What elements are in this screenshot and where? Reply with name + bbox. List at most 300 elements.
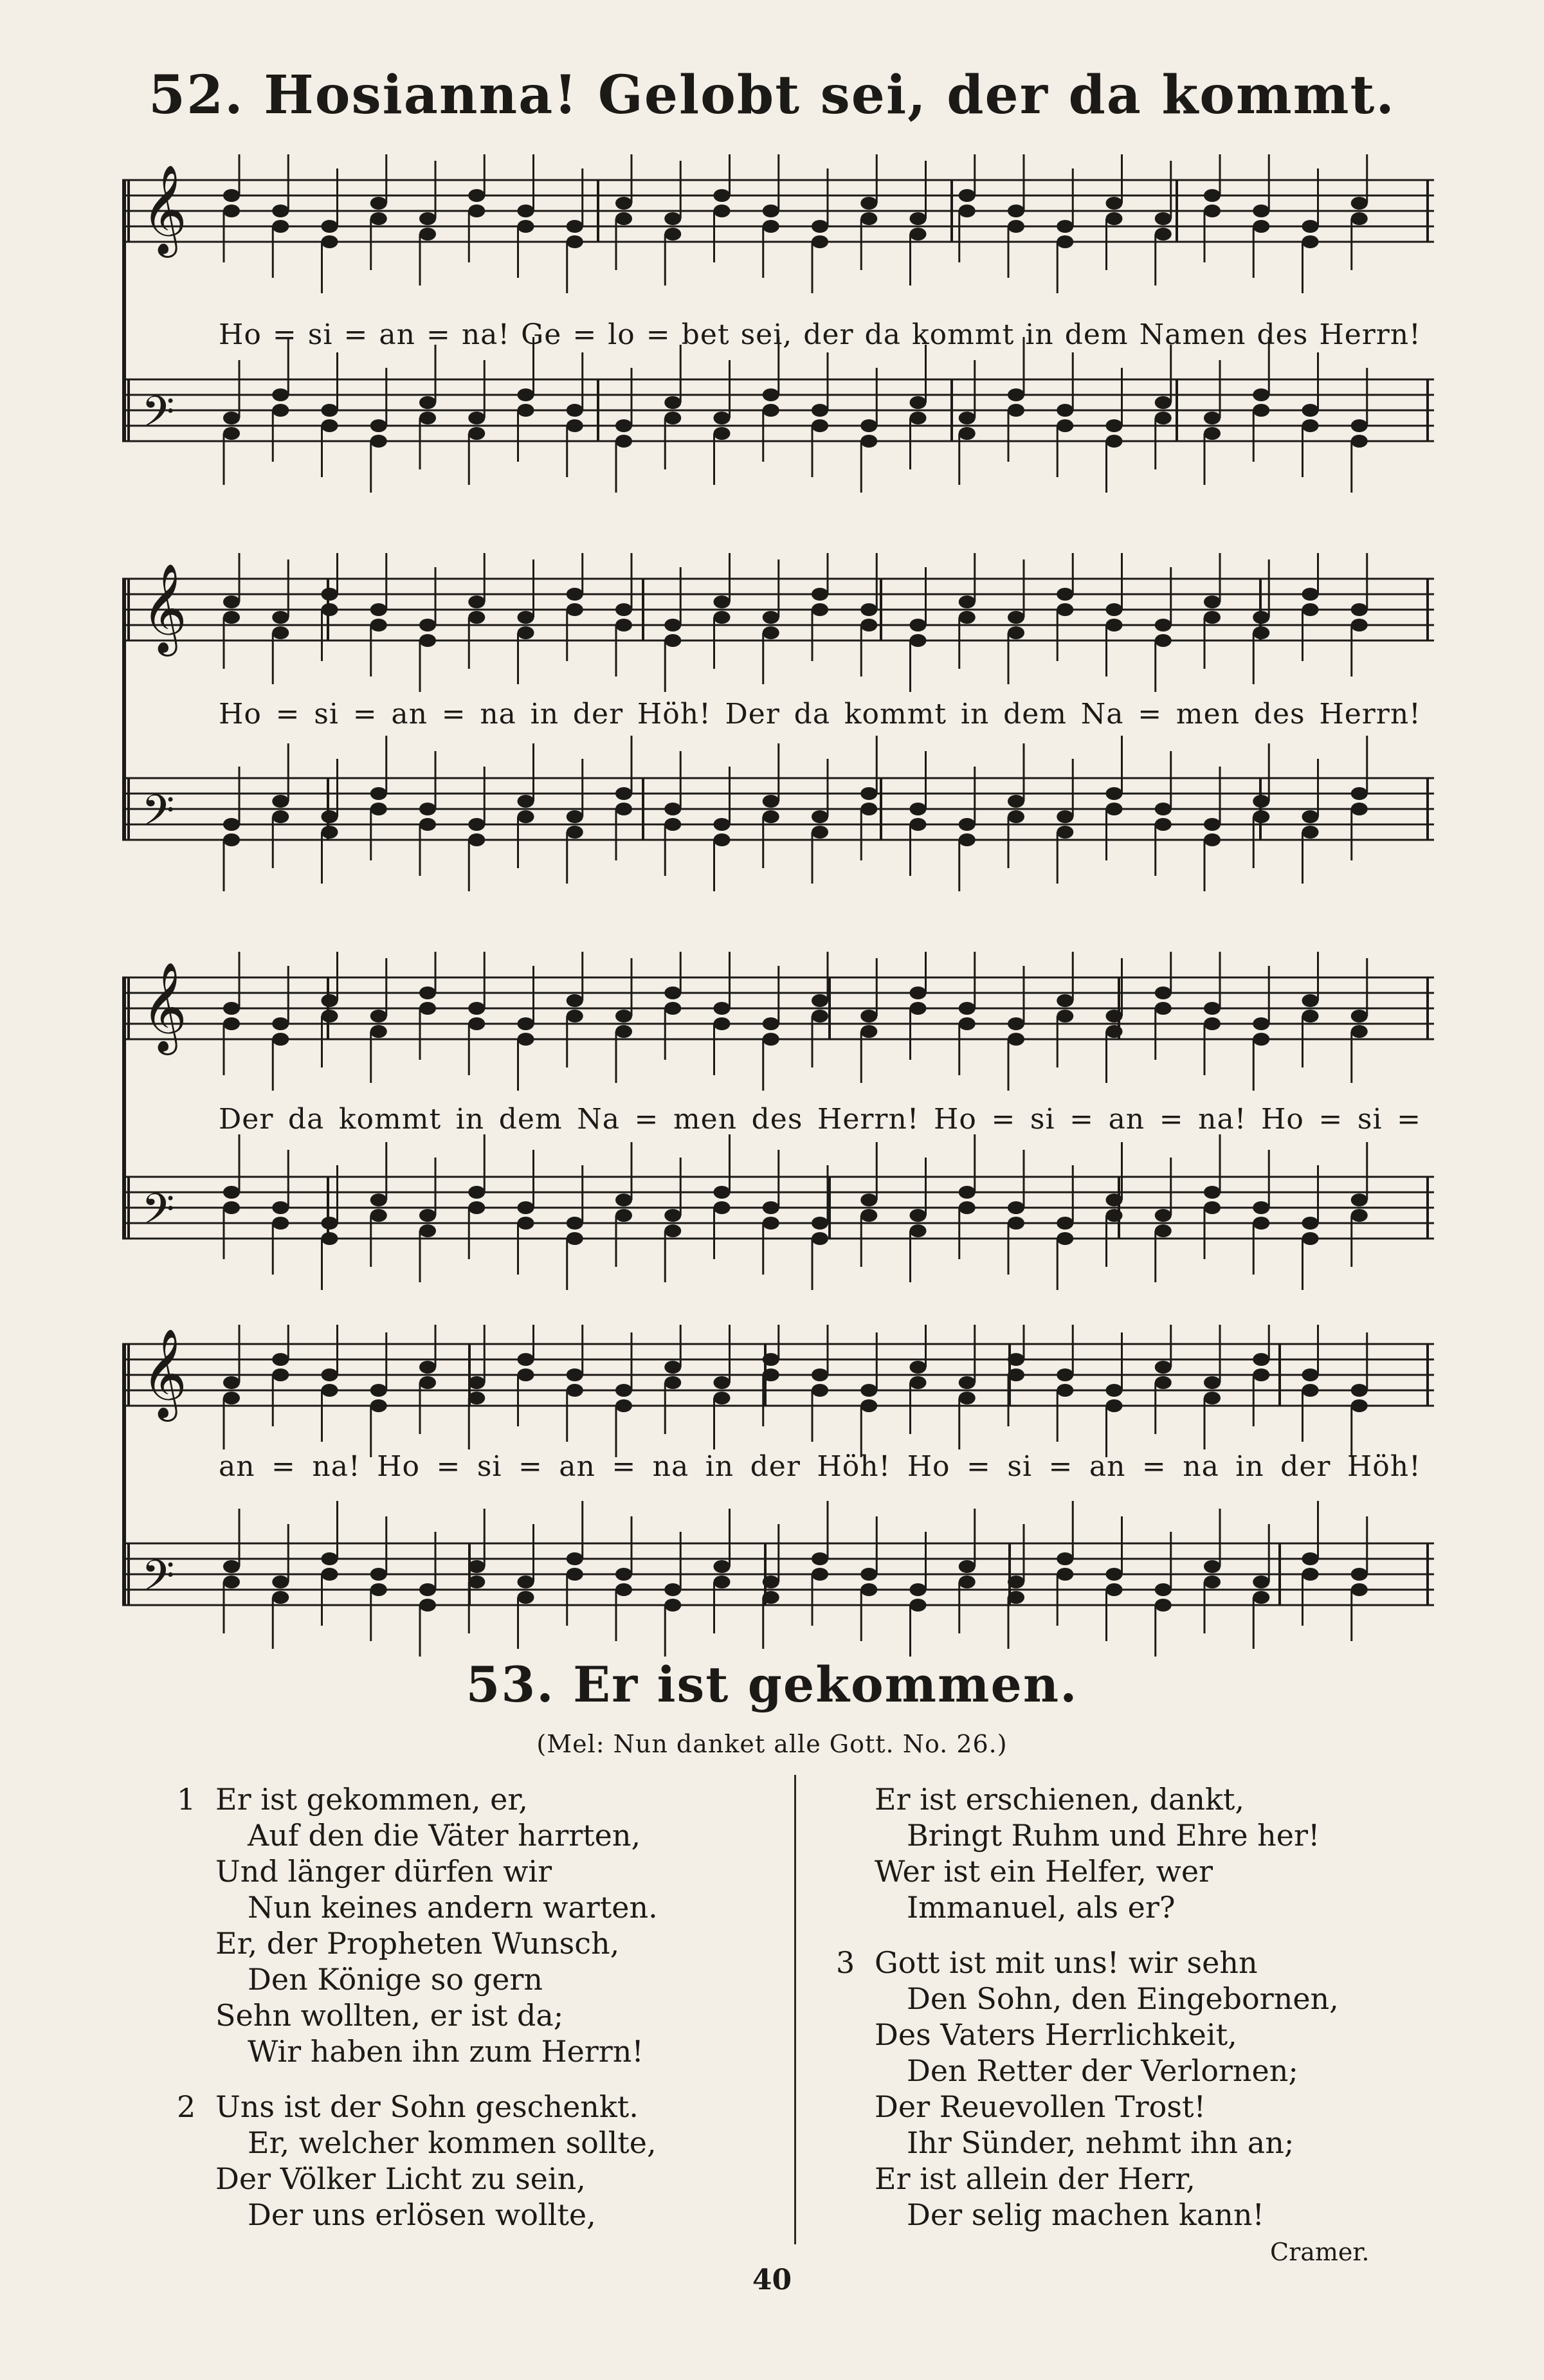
lyric-syllable: = (612, 1450, 637, 1483)
note-head (1155, 1209, 1172, 1222)
note-head (567, 404, 583, 417)
note-head (1204, 189, 1221, 202)
lyric-syllable: Ho (219, 318, 262, 351)
note-head (763, 626, 779, 639)
note-head (910, 212, 927, 225)
note-head (1253, 388, 1269, 401)
note-head (959, 1560, 976, 1573)
note-head (1106, 1399, 1123, 1412)
note-head (1057, 404, 1073, 417)
note-head (1008, 1017, 1024, 1030)
note-head (910, 986, 927, 999)
note-head (322, 220, 338, 233)
note-head (664, 1376, 681, 1389)
verse-line (177, 1781, 658, 1817)
note-head (370, 803, 387, 815)
note-head (518, 204, 534, 217)
note-head (1008, 1368, 1024, 1381)
note-head (1204, 1002, 1221, 1015)
note-head (223, 1017, 240, 1030)
note-head (1057, 235, 1073, 248)
note-head (763, 611, 779, 624)
note-head (419, 1224, 436, 1237)
note-head (468, 412, 485, 424)
verse-line (177, 2197, 658, 2233)
note-head (370, 1209, 387, 1222)
note-head (1302, 419, 1319, 432)
lyrics-line-1 (122, 318, 1440, 351)
note-head (615, 603, 632, 616)
treble-clef-icon: 𝄞 (141, 563, 187, 653)
music-system-2 (122, 553, 1440, 913)
staff-group (122, 1325, 1434, 1657)
lyric-syllable: = (343, 318, 368, 351)
note-head (664, 1583, 681, 1596)
note-head (1351, 1209, 1368, 1222)
bass-clef-icon: 𝄢 (141, 1551, 175, 1611)
note-head (518, 1017, 534, 1030)
note-head (468, 189, 485, 202)
note-head (1008, 795, 1024, 808)
note-head (1351, 435, 1368, 448)
column-divider (794, 1775, 796, 2244)
note-head (664, 1361, 681, 1374)
lyric-syllable: = (441, 698, 466, 731)
note-head (1204, 1186, 1221, 1199)
note-head (763, 1353, 779, 1366)
lyric-syllable: = (518, 1450, 543, 1483)
verse-text: Er, der Propheten Wunsch, (215, 1926, 620, 1961)
note-head (419, 1002, 436, 1015)
hymn-53-number: 53. (466, 1656, 555, 1713)
note-head (615, 197, 632, 210)
verse-line (836, 1981, 1339, 2017)
note-head (615, 1384, 632, 1397)
note-head (1351, 197, 1368, 210)
note-head (468, 595, 485, 608)
verse-line (177, 2033, 658, 2069)
note-head (615, 419, 632, 432)
music-system-1 (122, 154, 1440, 514)
note-head (567, 220, 583, 233)
note-head (860, 1209, 877, 1222)
lyric-syllable: dem (498, 1103, 563, 1136)
verse-text: Immanuel, als er? (907, 1890, 1176, 1925)
lyric-syllable: Ho (934, 1103, 977, 1136)
note-head (468, 833, 485, 846)
note-head (567, 1384, 583, 1397)
note-head (615, 1399, 632, 1412)
note-head (615, 787, 632, 800)
note-head (1351, 1568, 1368, 1581)
note-head (615, 1194, 632, 1206)
note-head (1106, 619, 1123, 631)
note-head (860, 787, 877, 800)
note-head (1155, 412, 1172, 424)
note-head (567, 1010, 583, 1022)
note-head (959, 1201, 976, 1214)
note-head (223, 1201, 240, 1214)
note-head (860, 212, 877, 225)
note-head (1155, 1361, 1172, 1374)
treble-clef-icon: 𝄞 (141, 962, 187, 1051)
note-head (322, 1010, 338, 1022)
note-head (1057, 1010, 1073, 1022)
note-head (1057, 419, 1073, 432)
note-head (1204, 1376, 1221, 1389)
bass-clef-icon: 𝄢 (141, 387, 175, 447)
note-head (860, 1568, 877, 1581)
note-head (959, 1576, 976, 1588)
note-head (1302, 404, 1319, 417)
note-head (1302, 1368, 1319, 1381)
verse-text: Bringt Ruhm und Ehre her! (907, 1818, 1320, 1853)
note-head (1155, 1224, 1172, 1237)
music-staves-2 (122, 553, 1440, 913)
note-head (812, 1217, 828, 1230)
verse-text: Ihr Sünder, nehmt ihn an; (907, 2125, 1294, 2160)
note-head (370, 1384, 387, 1397)
note-head (223, 833, 240, 846)
note-head (1253, 795, 1269, 808)
verse-text: Wer ist ein Helfer, wer (875, 1854, 1213, 1889)
note-head (910, 412, 927, 424)
note-head (1008, 204, 1024, 217)
note-head (322, 588, 338, 601)
note-head (322, 810, 338, 823)
note-head (1351, 212, 1368, 225)
bass-clef-icon: 𝄢 (141, 1185, 175, 1244)
lyric-syllable: der (1280, 1450, 1331, 1483)
note-head (1253, 404, 1269, 417)
note-head (272, 220, 289, 233)
verse-text: Den Retter der Verlornen; (907, 2053, 1298, 2088)
music-staves-4 (122, 1325, 1440, 1659)
author-attribution: Cramer. (1270, 2238, 1370, 2266)
note-head (1302, 994, 1319, 1007)
note-head (1106, 787, 1123, 800)
note-head (370, 1583, 387, 1596)
verse-text: Der Völker Licht zu sein, (215, 2161, 586, 2196)
note-head (714, 189, 731, 202)
note-head (812, 419, 828, 432)
note-head (763, 1217, 779, 1230)
note-head (518, 1353, 534, 1366)
note-head (812, 235, 828, 248)
verse-line (177, 2089, 658, 2125)
lyric-syllable: Höh! (817, 1450, 891, 1483)
note-head (1253, 626, 1269, 639)
note-head (664, 1209, 681, 1222)
verse-line (177, 2161, 658, 2197)
verse-stanza (836, 1781, 1339, 1925)
note-head (567, 1368, 583, 1381)
lyric-syllable: men (673, 1103, 738, 1136)
note-head (370, 435, 387, 448)
note-head (910, 619, 927, 631)
lyric-syllable: Höh! (637, 698, 711, 731)
note-head (812, 404, 828, 417)
note-head (763, 220, 779, 233)
lyric-syllable: kommt (844, 698, 947, 731)
note-head (763, 204, 779, 217)
lyric-syllable: = (1397, 1103, 1421, 1136)
note-head (714, 833, 731, 846)
note-head (1253, 1217, 1269, 1230)
note-head (1302, 588, 1319, 601)
note-head (1253, 204, 1269, 217)
verse-line (836, 1853, 1339, 1889)
lyric-syllable: = (426, 318, 451, 351)
note-head (860, 1194, 877, 1206)
note-head (518, 1368, 534, 1381)
note-head (664, 1224, 681, 1237)
verses-right-column (836, 1781, 1339, 2233)
note-head (1106, 803, 1123, 815)
note-head (419, 986, 436, 999)
note-head (615, 1010, 632, 1022)
note-head (664, 396, 681, 409)
note-head (860, 803, 877, 815)
note-head (1106, 212, 1123, 225)
note-head (1155, 228, 1172, 241)
lyric-syllable: na (480, 698, 516, 731)
verse-text: Er ist allein der Herr, (875, 2161, 1195, 2196)
note-head (860, 435, 877, 448)
note-head (1253, 220, 1269, 233)
note-head (714, 818, 731, 831)
note-head (370, 1399, 387, 1412)
note-head (910, 1583, 927, 1596)
lyric-syllable: si (1007, 1450, 1033, 1483)
note-head (223, 1376, 240, 1389)
note-head (1057, 1384, 1073, 1397)
note-head (223, 412, 240, 424)
note-head (419, 228, 436, 241)
lyric-syllable: dem (1064, 318, 1129, 351)
lyric-syllable: = (436, 1450, 461, 1483)
note-head (322, 235, 338, 248)
note-head (272, 1576, 289, 1588)
lyric-syllable: Namen (1139, 318, 1246, 351)
note-head (370, 619, 387, 631)
note-head (1253, 1033, 1269, 1046)
hymn-53-heading (0, 1656, 1544, 1713)
lyric-syllable: na (652, 1450, 689, 1483)
note-head (860, 1399, 877, 1412)
note-head (959, 818, 976, 831)
note-head (419, 634, 436, 647)
lyric-syllable: an (559, 1450, 595, 1483)
note-head (1008, 1033, 1024, 1046)
note-head (518, 810, 534, 823)
note-head (714, 1392, 731, 1404)
lyric-syllable: Herrn! (1319, 318, 1421, 351)
note-head (272, 611, 289, 624)
lyric-syllable: si (1030, 1103, 1055, 1136)
note-head (518, 404, 534, 417)
note-head (518, 1201, 534, 1214)
lyric-syllable: Herrn! (1319, 698, 1421, 731)
note-head (1351, 1025, 1368, 1038)
note-head (1155, 986, 1172, 999)
note-head (664, 1599, 681, 1612)
note-head (714, 1186, 731, 1199)
note-head (1155, 1002, 1172, 1015)
note-head (419, 396, 436, 409)
verse-line (177, 1997, 658, 2033)
note-head (959, 833, 976, 846)
note-head (860, 1384, 877, 1397)
note-head (1204, 427, 1221, 440)
note-head (1155, 818, 1172, 831)
note-head (664, 212, 681, 225)
note-head (322, 1232, 338, 1245)
lyric-syllable: Ho (1260, 1103, 1304, 1136)
note-head (763, 1368, 779, 1381)
verse-text: Der Reuevollen Trost! (875, 2089, 1206, 2124)
note-head (1204, 1017, 1221, 1030)
note-head (1008, 220, 1024, 233)
lyric-syllable: = (1048, 1450, 1073, 1483)
hymn-53-title: Er ist gekommen. (573, 1656, 1078, 1713)
lyric-syllable: an (1108, 1103, 1145, 1136)
note-head (1253, 611, 1269, 624)
note-head (812, 826, 828, 839)
note-head (763, 1201, 779, 1214)
note-head (763, 404, 779, 417)
lyric-syllable: si (477, 1450, 502, 1483)
note-head (567, 588, 583, 601)
note-head (567, 810, 583, 823)
verse-text: Sehn wollten, er ist da; (215, 1998, 564, 2033)
note-head (419, 1376, 436, 1389)
note-head (567, 1552, 583, 1565)
lyric-syllable: in (455, 1103, 485, 1136)
note-head (567, 1217, 583, 1230)
lyric-syllable: = (634, 1103, 659, 1136)
note-head (763, 810, 779, 823)
music-system-4 (122, 1325, 1440, 1659)
note-head (1106, 1209, 1123, 1222)
note-head (518, 795, 534, 808)
note-head (812, 1010, 828, 1022)
note-head (664, 619, 681, 631)
verse-line (836, 2089, 1339, 2125)
lyric-syllable: in (1235, 1450, 1264, 1483)
note-head (812, 588, 828, 601)
note-head (1204, 1560, 1221, 1573)
note-head (1351, 803, 1368, 815)
lyric-syllable: na! (1198, 1103, 1247, 1136)
note-head (419, 1583, 436, 1596)
lyric-syllable: an (219, 1450, 255, 1483)
page-number: 40 (752, 2264, 792, 2296)
note-head (1302, 1232, 1319, 1245)
lyric-syllable: an (1089, 1450, 1126, 1483)
note-head (959, 595, 976, 608)
note-head (322, 1552, 338, 1565)
note-head (468, 1017, 485, 1030)
note-head (1351, 787, 1368, 800)
lyric-syllable: Der (219, 1103, 274, 1136)
note-head (860, 197, 877, 210)
note-head (1204, 833, 1221, 846)
note-head (272, 388, 289, 401)
verse-line (177, 1853, 658, 1889)
lyrics-line-4 (122, 1450, 1440, 1483)
lyric-syllable: na (1183, 1450, 1219, 1483)
lyric-syllable: men (1176, 698, 1240, 731)
verse-line (836, 2017, 1339, 2053)
note-head (1155, 1583, 1172, 1596)
note-head (567, 994, 583, 1007)
note-head (1204, 1576, 1221, 1588)
note-head (518, 220, 534, 233)
note-head (1106, 435, 1123, 448)
note-head (1008, 626, 1024, 639)
note-head (615, 803, 632, 815)
note-head (860, 1025, 877, 1038)
note-head (615, 619, 632, 631)
note-head (714, 1201, 731, 1214)
note-head (1008, 1217, 1024, 1230)
lyric-syllable: Ho (907, 1450, 950, 1483)
note-head (322, 1368, 338, 1381)
verse-line (836, 2197, 1339, 2233)
note-head (763, 388, 779, 401)
verse-text: Der uns erlösen wollte, (248, 2197, 596, 2232)
note-head (1253, 1017, 1269, 1030)
note-head (419, 412, 436, 424)
note-head (763, 795, 779, 808)
note-head (1351, 1399, 1368, 1412)
note-head (763, 1576, 779, 1588)
lyrics-line-2 (122, 698, 1440, 731)
note-head (714, 204, 731, 217)
note-head (518, 388, 534, 401)
note-head (223, 1186, 240, 1199)
note-head (468, 1186, 485, 1199)
note-head (1204, 1392, 1221, 1404)
music-system-3 (122, 952, 1440, 1312)
note-head (419, 1209, 436, 1222)
note-head (1302, 826, 1319, 839)
note-head (272, 626, 289, 639)
lyric-syllable: = (1138, 698, 1163, 731)
note-head (1106, 1384, 1123, 1397)
note-head (272, 204, 289, 217)
note-head (419, 818, 436, 831)
note-head (1155, 396, 1172, 409)
note-head (468, 1201, 485, 1214)
note-head (1253, 810, 1269, 823)
note-head (468, 427, 485, 440)
verse-text: Den Könige so gern (248, 1962, 543, 1997)
note-head (322, 1568, 338, 1581)
lyric-syllable: si (307, 318, 333, 351)
note-head (1302, 235, 1319, 248)
note-head (272, 795, 289, 808)
lyric-syllable: kommt (911, 318, 1015, 351)
lyric-syllable: = (1141, 1450, 1167, 1483)
note-head (468, 1576, 485, 1588)
lyric-syllable: an (391, 698, 428, 731)
note-head (664, 986, 681, 999)
note-head (1302, 1552, 1319, 1565)
note-head (1155, 212, 1172, 225)
lyric-syllable: in (705, 1450, 734, 1483)
